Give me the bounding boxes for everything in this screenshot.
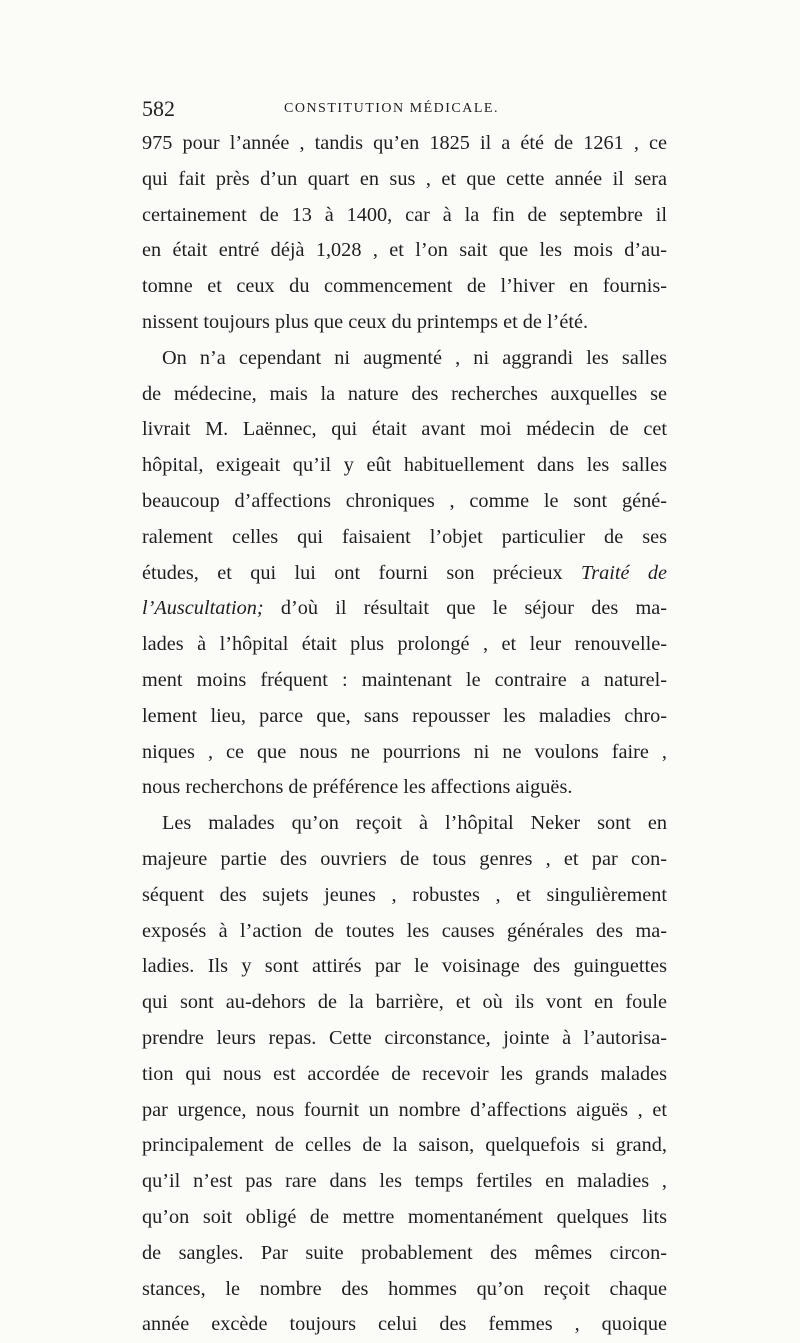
text-line: de médecine, mais la nature des recherches auxquelles se (142, 382, 667, 405)
text-line: nous recherchons de préférence les affections aiguës. (142, 776, 573, 799)
page-number: 582 (142, 96, 175, 121)
text-line: tomne et ceux du commencement de l’hiver en fournis- (142, 275, 667, 298)
text-line: majeure partie des ouvriers de tous genres , et par con- (142, 847, 667, 870)
text-line (142, 591, 667, 627)
text-line: prendre leurs repas. Cette circonstance, jointe à l’autorisa- (142, 1026, 667, 1049)
text-line: de sangles. Par suite probablement des mêmes circon- (142, 1241, 667, 1264)
text-line: beaucoup d’affections chroniques , comme le sont géné- (142, 489, 667, 512)
text-line: niques , ce que nous ne pourrions ni ne voulons faire , (142, 740, 667, 763)
text-line: par urgence, nous fournit un nombre d’affections aiguës , et (142, 1098, 667, 1121)
text-line (142, 556, 667, 592)
text-line: lement lieu, parce que, sans repousser les maladies chro- (142, 704, 667, 727)
text-line: certainement de 13 à 1400, car à la fin de septembre il (142, 203, 667, 226)
text-line: tion qui nous est accordée de recevoir les grands malades (142, 1062, 667, 1085)
text-line: lades à l’hôpital était plus prolongé , et leur renouvelle- (142, 633, 667, 656)
text-line: ment moins fréquent : maintenant le contraire a naturel- (142, 668, 667, 691)
text-line-lead: études, et qui lui ont fourni son précieux (142, 561, 582, 584)
text-line: livrait M. Laënnec, qui était avant moi médecin de cet (142, 418, 667, 441)
text-line: année excède toujours celui des femmes , quoique (142, 1313, 667, 1336)
text-line: hôpital, exigeait qu’il y eût habituellement dans les salles (142, 454, 667, 477)
text-line: 975 pour l’année , tandis qu’en 1825 il a été de 1261 , ce (142, 132, 667, 154)
text-line: qu’il n’est pas rare dans les temps fertiles en maladies , (142, 1170, 667, 1193)
italic-title: Traité de (581, 561, 667, 584)
running-title: CONSTITUTION MÉDICALE. (284, 101, 499, 116)
text-line: ladies. Ils y sont attirés par le voisinage des guinguettes (142, 955, 667, 978)
italic-title-cont: l’Auscultation; (142, 597, 264, 620)
text-line: en était entré déjà 1,028 , et l’on sait que les mois d’au- (142, 239, 667, 262)
text-line: qu’on soit obligé de mettre momentanément quelques lits (142, 1205, 667, 1228)
text-line: stances, le nombre des hommes qu’on reçoit chaque (142, 1277, 667, 1300)
text-line: On n’a cependant ni augmenté , ni aggrandi les salles (162, 346, 667, 369)
book-page (142, 96, 667, 1343)
body-text (142, 126, 667, 1343)
text-line: qui sont au-dehors de la barrière, et où ils vont en foule (142, 991, 667, 1014)
text-line-rest: d’où il résultait que le séjour des ma- (263, 597, 667, 620)
text-line: nissent toujours plus que ceux du printemps et de l’été. (142, 310, 589, 333)
text-line: séquent des sujets jeunes , robustes , et singulièrement (142, 883, 667, 906)
text-line: principalement de celles de la saison, quelquefois si grand, (142, 1134, 667, 1157)
running-head (142, 96, 667, 124)
text-line: ralement celles qui faisaient l’objet particulier de ses (142, 525, 667, 548)
text-line: Les malades qu’on reçoit à l’hôpital Neker sont en (162, 812, 667, 835)
text-line: qui fait près d’un quart en sus , et que cette année il sera (142, 167, 667, 190)
text-line: exposés à l’action de toutes les causes générales des ma- (142, 919, 667, 942)
